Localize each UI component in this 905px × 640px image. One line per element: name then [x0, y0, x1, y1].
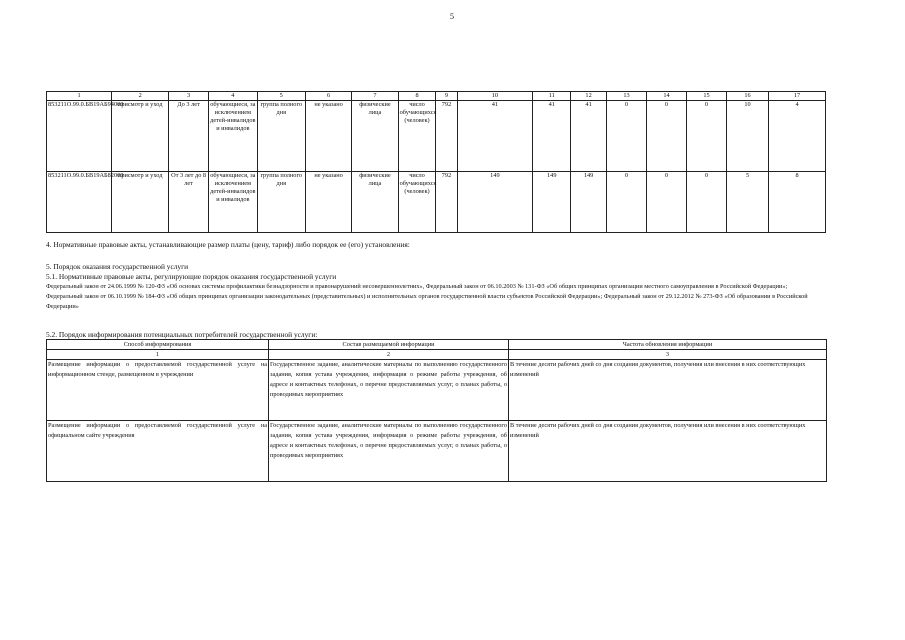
table-cell: физические лица	[352, 101, 398, 172]
column-number: 4	[209, 92, 257, 101]
column-header: Частота обновления информации	[509, 340, 827, 350]
column-number: 7	[352, 92, 398, 101]
column-number: 10	[457, 92, 533, 101]
table-cell: 41	[457, 101, 533, 172]
service-volume-table	[46, 91, 826, 233]
table-cell: число обучающихся (человек)	[398, 172, 436, 233]
column-number: 13	[606, 92, 646, 101]
table-cell: 149	[571, 172, 607, 233]
table-cell: 41	[571, 101, 607, 172]
table-cell: 0	[646, 172, 686, 233]
table-cell: не указано	[305, 101, 351, 172]
table-cell: Размещение информации о предоставляемой государственной услуге на информационном стенде, размещенном в учреждении	[47, 360, 269, 421]
table-cell: Государственное задание, аналитические материалы по выполнению государственного задания, копия устава учреждения, информация о режиме работы учреждения, об адресе и контактных телефонах, о перечне предоставляемых услуг, о планах работы, о проводимых мероприятиях	[269, 360, 509, 421]
page-number: 5	[450, 12, 454, 21]
table-cell: 5	[726, 172, 768, 233]
table-cell: 0	[686, 101, 726, 172]
column-number: 1	[47, 92, 112, 101]
table-cell: 792	[436, 101, 457, 172]
information-procedure-table	[46, 339, 827, 482]
table-row	[47, 172, 826, 233]
column-number: 2	[112, 92, 169, 101]
table-cell: группа полного дня	[257, 172, 305, 233]
table-row	[47, 421, 827, 482]
table-cell: группа полного дня	[257, 101, 305, 172]
table-cell: 0	[606, 172, 646, 233]
table-cell: не указано	[305, 172, 351, 233]
table-cell: 853211О.99.0.БВ19АБ82000	[47, 172, 112, 233]
table-row	[47, 101, 826, 172]
table-cell: 41	[533, 101, 571, 172]
table-cell: 10	[726, 101, 768, 172]
column-number: 5	[257, 92, 305, 101]
column-number: 15	[686, 92, 726, 101]
column-number: 8	[398, 92, 436, 101]
table-header-row	[47, 340, 827, 350]
table-cell: 0	[686, 172, 726, 233]
legal-acts-text: Федеральный закон от 24.06.1999 № 120-ФЗ «Об основах системы профилактики безнадзорности и правонарушений несовершеннолетних», Федеральный закон от 06.10.2003 № 131-ФЗ «Об общих принципах организации местного самоуправления в Российской Федерации»; Федеральный закон от 06.10.1999 № 184-ФЗ «Об общих принципах организации законодательных (представительных) и исполнительных органов государственной власти субъектов Российской Федерации»; Федеральный закон от 29.12.2012 № 273-ФЗ «Об образовании в Российской Федерации»	[46, 283, 808, 310]
table-row	[47, 360, 827, 421]
column-number: 6	[305, 92, 351, 101]
column-number: 9	[436, 92, 457, 101]
column-number-row	[47, 350, 827, 360]
table-cell: число обучающихся (человек)	[398, 101, 436, 172]
table-cell: обучающиеся, за исключением детей-инвалидов и инвалидов	[209, 172, 257, 233]
table-cell: В течение десяти рабочих дней со дня создания документов, получения или внесения в них соответствующих изменений	[509, 421, 827, 482]
table-cell: 8	[769, 172, 826, 233]
table-cell: присмотр и уход	[112, 101, 169, 172]
section-5-1-heading: 5.1. Нормативные правовые акты, регулирующие порядок оказания государственной услуги	[46, 272, 337, 281]
column-number: 12	[571, 92, 607, 101]
section-5-heading: 5. Порядок оказания государственной услуги	[46, 262, 189, 271]
table-cell: В течение десяти рабочих дней со дня создания документов, получения или внесения в них соответствующих изменений	[509, 360, 827, 421]
column-number-row	[47, 92, 826, 101]
table-cell: 853211О.99.0.БВ19АБ94000	[47, 101, 112, 172]
column-number: 14	[646, 92, 686, 101]
column-number: 2	[269, 350, 509, 360]
table-cell: 149	[533, 172, 571, 233]
section-4-heading: 4. Нормативные правовые акты, устанавливающие размер платы (цену, тариф) либо порядок ее (его) установления:	[46, 240, 410, 249]
column-header: Состав размещаемой информации	[269, 340, 509, 350]
table-cell: От 3 лет до 8 лет	[169, 172, 209, 233]
table-cell: До 3 лет	[169, 101, 209, 172]
column-number: 17	[769, 92, 826, 101]
column-number: 1	[47, 350, 269, 360]
table-cell: физические лица	[352, 172, 398, 233]
column-number: 3	[509, 350, 827, 360]
table-cell: присмотр и уход	[112, 172, 169, 233]
table-cell: 0	[646, 101, 686, 172]
column-number: 16	[726, 92, 768, 101]
column-header: Способ информирования	[47, 340, 269, 350]
table-cell: 4	[769, 101, 826, 172]
table-cell: Государственное задание, аналитические материалы по выполнению государственного задания, копия устава учреждения, информация о режиме работы учреждения, об адресе и контактных телефонах, о перечне предоставляемых услуг, о планах работы, о проводимых мероприятиях	[269, 421, 509, 482]
column-number: 11	[533, 92, 571, 101]
section-5-2-heading: 5.2. Порядок информирования потенциальных потребителей государственной услуги:	[46, 330, 318, 339]
table-cell: 792	[436, 172, 457, 233]
table-cell: Размещение информации о предоставляемой государственной услуге на официальном сайте учреждения	[47, 421, 269, 482]
column-number: 3	[169, 92, 209, 101]
table-cell: 149	[457, 172, 533, 233]
table-cell: 0	[606, 101, 646, 172]
table-cell: обучающиеся, за исключением детей-инвалидов и инвалидов	[209, 101, 257, 172]
